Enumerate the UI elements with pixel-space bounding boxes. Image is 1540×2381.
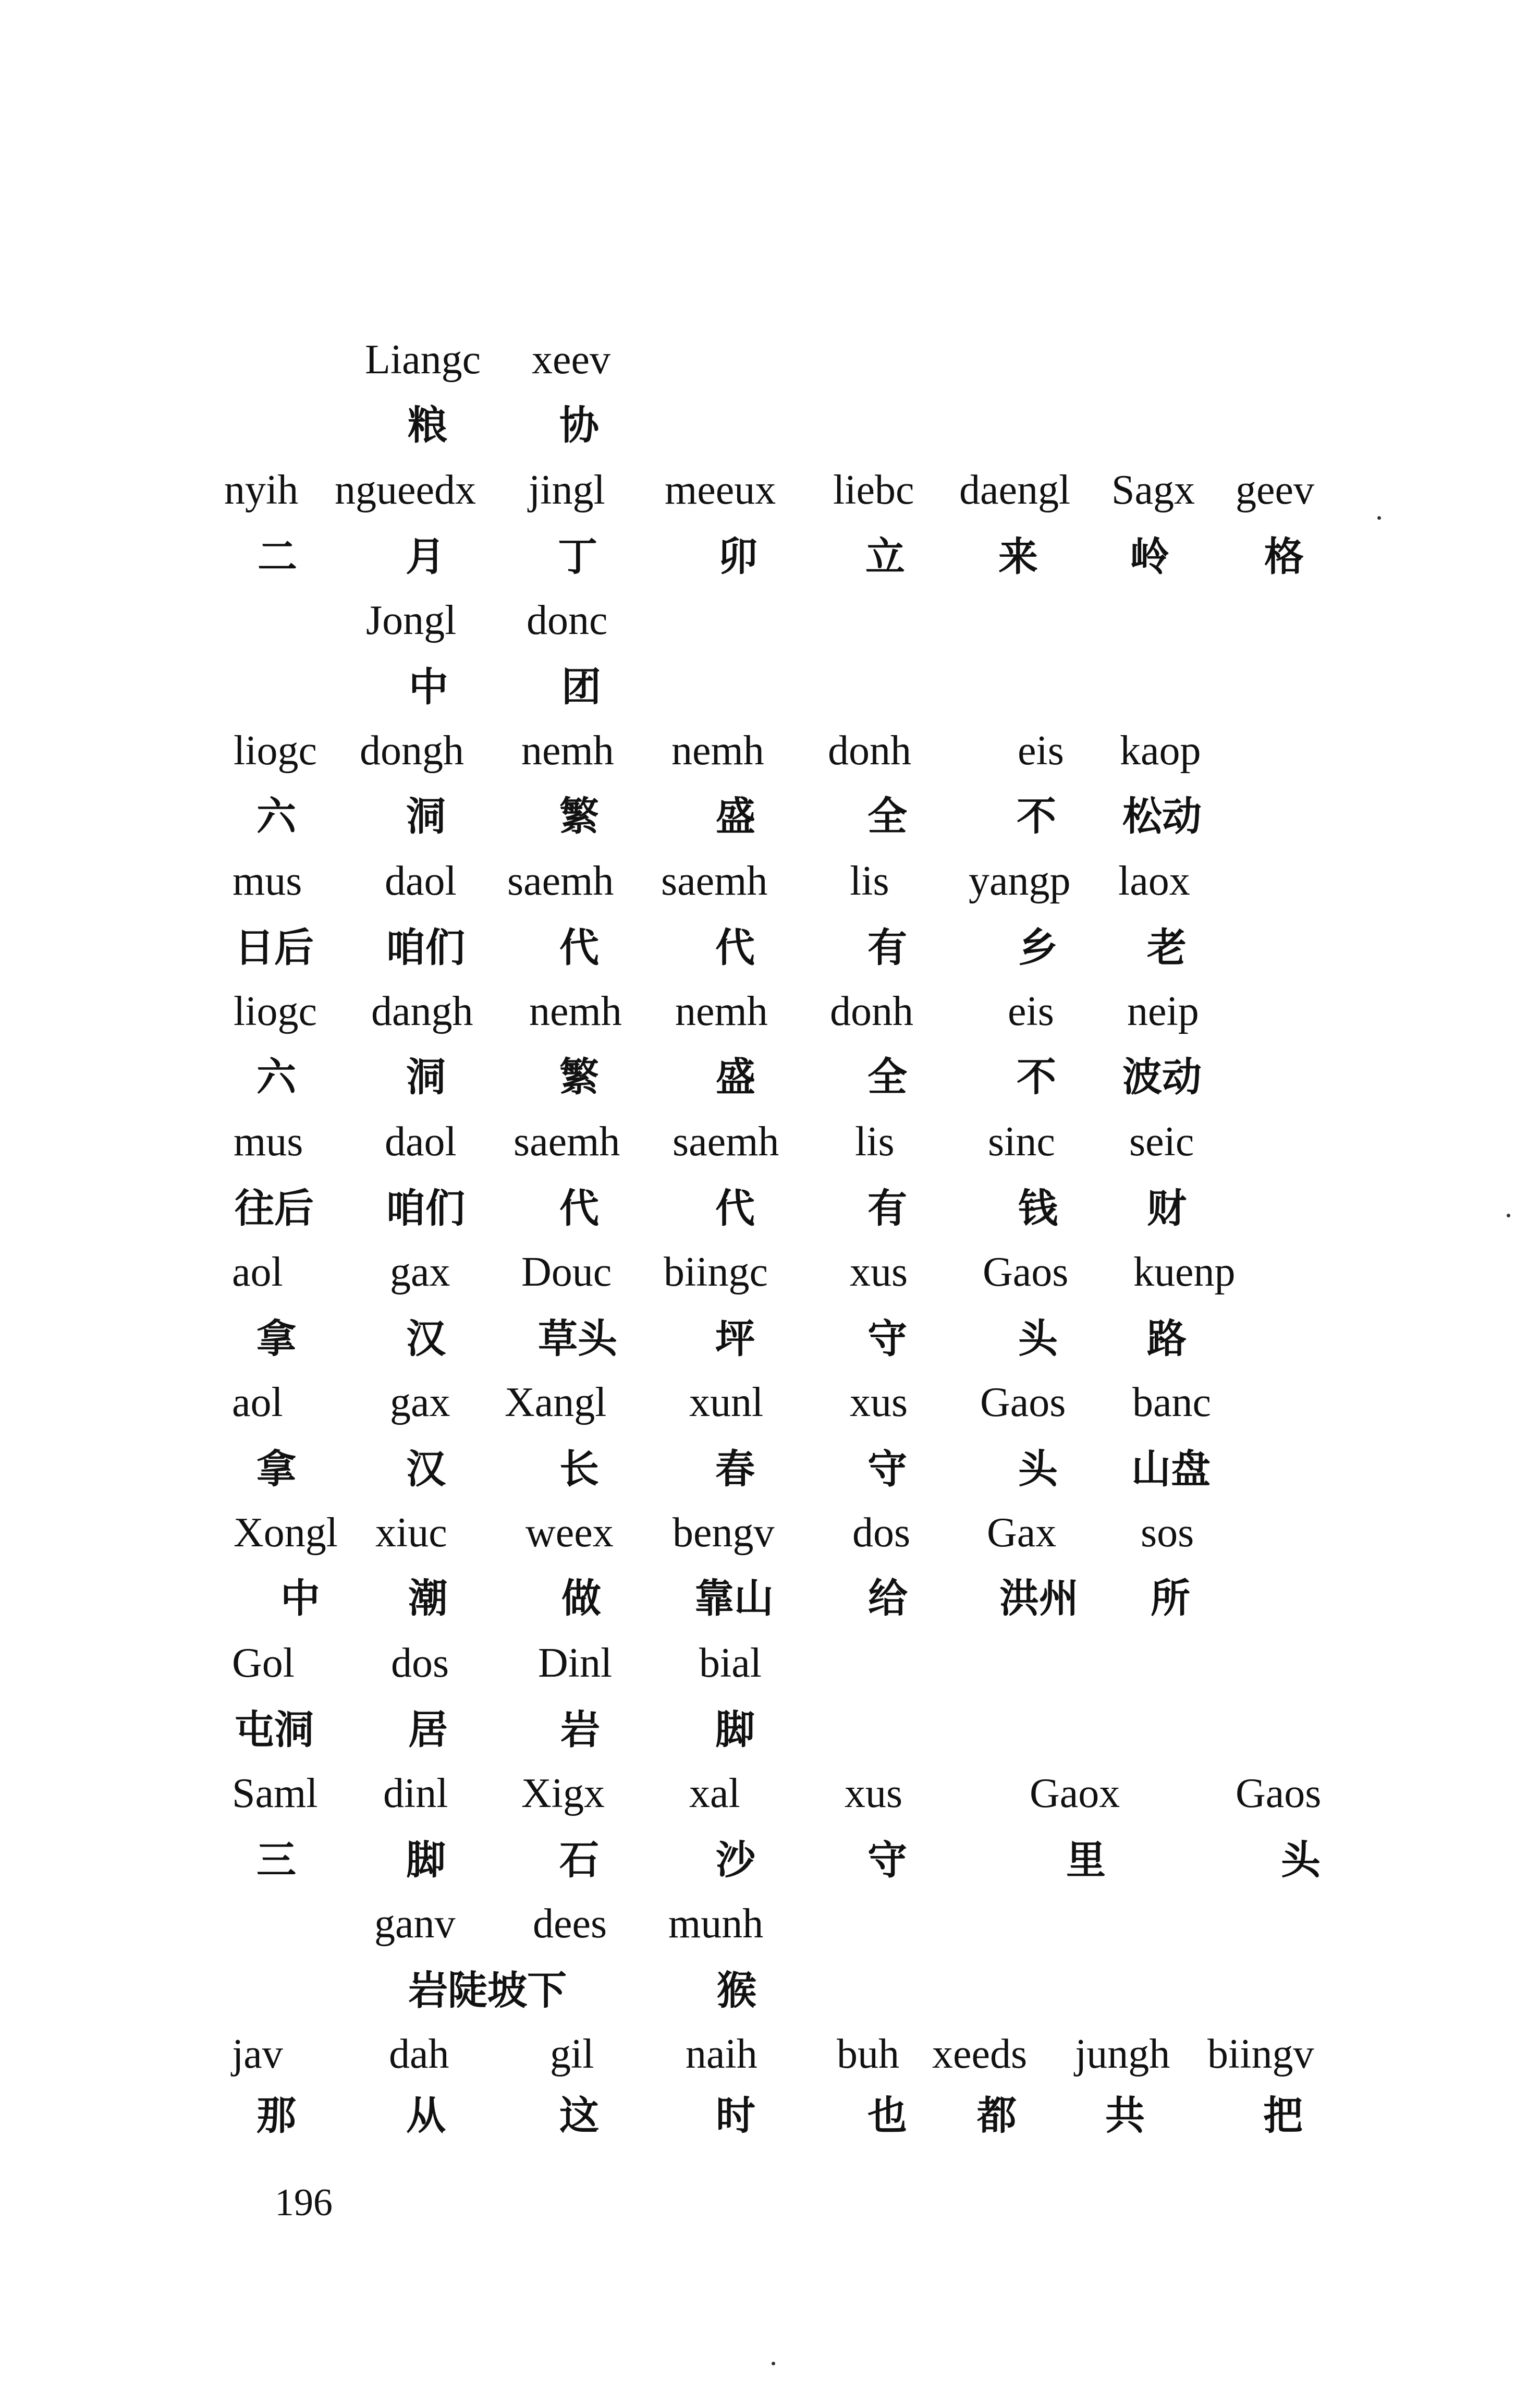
chinese-gloss: 卯: [718, 533, 757, 580]
chinese-gloss: 中: [280, 1575, 320, 1621]
chinese-gloss: 脚: [715, 1706, 755, 1753]
romanized-word: Xigx: [521, 1771, 605, 1816]
chinese-gloss: 给: [868, 1575, 908, 1621]
chinese-gloss: 咱们: [386, 1185, 465, 1231]
chinese-gloss: 守: [867, 1315, 907, 1362]
chinese-gloss: 坪: [715, 1315, 755, 1362]
chinese-gloss: 山盘: [1131, 1446, 1211, 1492]
romanized-word: dangh: [371, 988, 473, 1034]
chinese-gloss: 居: [408, 1706, 448, 1753]
chinese-gloss: 从: [406, 2092, 446, 2139]
romanized-word: kaop: [1120, 728, 1201, 774]
romanized-word: sinc: [988, 1119, 1055, 1165]
romanized-word: donc: [527, 597, 608, 643]
romanized-word: dos: [852, 1510, 911, 1556]
romanized-word: mus: [233, 858, 302, 904]
chinese-gloss: 里: [1066, 1837, 1106, 1883]
romanized-word: daol: [385, 858, 457, 904]
romanized-word: jingl: [529, 467, 605, 513]
chinese-gloss: 时: [716, 2092, 755, 2139]
romanized-word: Gaox: [1030, 1771, 1120, 1816]
romanized-word: donh: [830, 988, 913, 1034]
chinese-gloss: 来: [998, 533, 1038, 580]
chinese-gloss: 松动: [1122, 793, 1202, 839]
romanized-word: saemh: [661, 858, 768, 904]
romanized-word: Jongl: [366, 597, 457, 643]
romanized-word: Gaos: [1236, 1771, 1322, 1816]
chinese-gloss: 团: [561, 664, 601, 710]
scan-speck: [1377, 516, 1381, 520]
chinese-gloss: 月: [406, 533, 445, 580]
romanized-word: xeeds: [932, 2031, 1028, 2077]
chinese-gloss: 全: [867, 1054, 907, 1100]
romanized-word: biingv: [1207, 2031, 1314, 2077]
romanized-word: Douc: [521, 1249, 612, 1295]
chinese-gloss: 猴: [717, 1967, 756, 2013]
romanized-word: saemh: [673, 1119, 779, 1165]
romanized-word: nyih: [224, 467, 299, 513]
chinese-gloss: 这: [559, 2092, 599, 2139]
chinese-gloss: 草头: [538, 1315, 617, 1362]
chinese-gloss: 中: [409, 664, 448, 710]
chinese-gloss: 潮: [408, 1575, 448, 1621]
chinese-gloss: 老: [1147, 924, 1187, 971]
romanized-word: liebc: [833, 467, 914, 513]
chinese-gloss: 盛: [716, 793, 755, 839]
romanized-word: gax: [390, 1379, 450, 1425]
chinese-gloss: 洞: [406, 793, 446, 839]
romanized-word: munh: [668, 1901, 764, 1947]
chinese-gloss: 也: [867, 2092, 907, 2139]
chinese-gloss: 拿: [256, 1446, 296, 1492]
romanized-word: Xongl: [234, 1510, 338, 1556]
romanized-word: xeev: [532, 337, 611, 383]
chinese-gloss: 繁: [559, 1054, 599, 1100]
romanized-word: naih: [686, 2031, 757, 2077]
romanized-word: sos: [1141, 1510, 1194, 1556]
chinese-gloss: 共: [1105, 2092, 1145, 2139]
chinese-gloss: 往后: [235, 1185, 314, 1231]
romanized-word: Liangc: [365, 337, 481, 383]
chinese-gloss: 岩: [560, 1706, 600, 1753]
romanized-word: xus: [850, 1249, 908, 1295]
romanized-word: dongh: [360, 728, 464, 774]
chinese-gloss: 代: [559, 924, 599, 971]
chinese-gloss: 六: [256, 793, 296, 839]
chinese-gloss: 头: [1018, 1446, 1058, 1492]
romanized-word: dos: [391, 1640, 449, 1686]
romanized-word: buh: [837, 2031, 899, 2077]
chinese-gloss: 洞: [406, 1054, 446, 1100]
romanized-word: saemh: [514, 1119, 620, 1165]
chinese-gloss: 咱们: [386, 924, 465, 971]
romanized-word: bengv: [673, 1510, 775, 1556]
romanized-word: ngueedx: [335, 467, 476, 513]
chinese-gloss: 汉: [406, 1446, 446, 1492]
chinese-gloss: 日后: [235, 924, 314, 971]
chinese-gloss: 波动: [1122, 1054, 1202, 1100]
romanized-word: Saml: [232, 1771, 318, 1816]
chinese-gloss: 三: [256, 1837, 296, 1883]
romanized-word: nemh: [675, 988, 768, 1034]
chinese-gloss: 钱: [1018, 1185, 1058, 1231]
chinese-gloss: 石: [559, 1837, 599, 1883]
romanized-word: kuenp: [1133, 1249, 1236, 1295]
romanized-word: nemh: [529, 988, 622, 1034]
romanized-word: aol: [232, 1379, 283, 1425]
romanized-word: xus: [845, 1771, 903, 1816]
romanized-word: lis: [855, 1119, 895, 1165]
chinese-gloss: 粮: [408, 402, 447, 448]
page-number: 196: [275, 2181, 333, 2224]
chinese-gloss: 靠山: [694, 1575, 774, 1621]
romanized-word: jav: [232, 2031, 283, 2077]
chinese-gloss: 不: [1017, 1054, 1056, 1100]
romanized-word: liogc: [234, 728, 317, 774]
romanized-word: Xangl: [505, 1379, 607, 1425]
romanized-word: donh: [828, 728, 911, 774]
chinese-gloss: 屯洞: [235, 1706, 314, 1753]
romanized-word: xiuc: [375, 1510, 447, 1556]
chinese-gloss: 路: [1147, 1315, 1187, 1362]
chinese-gloss: 有: [867, 924, 907, 971]
scan-speck: [772, 2362, 775, 2365]
romanized-word: nemh: [671, 728, 764, 774]
romanized-word: eis: [1008, 988, 1054, 1034]
chinese-gloss: 岩陡坡下: [408, 1967, 567, 2013]
chinese-gloss: 守: [867, 1446, 907, 1492]
chinese-gloss: 财: [1147, 1185, 1187, 1231]
romanized-word: Gaos: [983, 1249, 1069, 1295]
chinese-gloss: 代: [715, 924, 755, 971]
chinese-gloss: 做: [561, 1575, 601, 1621]
chinese-gloss: 协: [559, 402, 599, 448]
romanized-word: yangp: [969, 858, 1071, 904]
romanized-word: dinl: [383, 1771, 448, 1816]
romanized-word: dah: [389, 2031, 449, 2077]
scan-speck: [1507, 1214, 1510, 1217]
chinese-gloss: 有: [867, 1185, 907, 1231]
chinese-gloss: 丁: [558, 533, 597, 580]
romanized-word: liogc: [234, 988, 317, 1034]
romanized-word: xus: [850, 1379, 908, 1425]
romanized-word: neip: [1127, 988, 1199, 1034]
romanized-word: bial: [699, 1640, 762, 1686]
chinese-gloss: 头: [1281, 1837, 1321, 1883]
romanized-word: mus: [234, 1119, 303, 1165]
romanized-word: gax: [390, 1249, 450, 1295]
romanized-word: laox: [1118, 858, 1190, 904]
chinese-gloss: 所: [1151, 1575, 1190, 1621]
romanized-word: xal: [689, 1771, 740, 1816]
romanized-word: daol: [385, 1119, 457, 1165]
chinese-gloss: 汉: [406, 1315, 446, 1362]
chinese-gloss: 格: [1264, 533, 1304, 580]
chinese-gloss: 全: [867, 793, 907, 839]
chinese-gloss: 繁: [559, 793, 599, 839]
romanized-word: weex: [525, 1510, 614, 1556]
romanized-word: Gax: [987, 1510, 1057, 1556]
chinese-gloss: 拿: [256, 1315, 296, 1362]
chinese-gloss: 那: [256, 2092, 296, 2139]
chinese-gloss: 头: [1018, 1315, 1058, 1362]
chinese-gloss: 六: [256, 1054, 296, 1100]
romanized-word: lis: [850, 858, 889, 904]
chinese-gloss: 沙: [716, 1837, 755, 1883]
chinese-gloss: 守: [867, 1837, 907, 1883]
chinese-gloss: 把: [1263, 2092, 1303, 2139]
chinese-gloss: 立: [865, 533, 905, 580]
romanized-word: biingc: [664, 1249, 768, 1295]
chinese-gloss: 乡: [1018, 924, 1058, 971]
romanized-word: aol: [232, 1249, 283, 1295]
chinese-gloss: 岭: [1130, 533, 1169, 580]
romanized-word: nemh: [521, 728, 614, 774]
romanized-word: daengl: [959, 467, 1071, 513]
romanized-word: seic: [1129, 1119, 1194, 1165]
romanized-word: Gol: [232, 1640, 295, 1686]
romanized-word: xunl: [689, 1379, 764, 1425]
chinese-gloss: 代: [559, 1185, 599, 1231]
romanized-word: dees: [533, 1901, 607, 1947]
chinese-gloss: 代: [715, 1185, 755, 1231]
chinese-gloss: 不: [1017, 793, 1056, 839]
chinese-gloss: 脚: [406, 1837, 446, 1883]
romanized-word: Sagx: [1111, 467, 1195, 513]
chinese-gloss: 二: [258, 533, 297, 580]
chinese-gloss: 洪州: [999, 1575, 1079, 1621]
romanized-word: Dinl: [538, 1640, 613, 1686]
romanized-word: saemh: [507, 858, 614, 904]
romanized-word: meeux: [665, 467, 776, 513]
romanized-word: eis: [1018, 728, 1064, 774]
chinese-gloss: 盛: [716, 1054, 755, 1100]
chinese-gloss: 长: [559, 1446, 599, 1492]
romanized-word: jungh: [1075, 2031, 1170, 2077]
chinese-gloss: 都: [977, 2092, 1017, 2139]
romanized-word: Gaos: [980, 1379, 1066, 1425]
romanized-word: geev: [1236, 467, 1315, 513]
romanized-word: banc: [1132, 1379, 1212, 1425]
romanized-word: gil: [550, 2031, 594, 2077]
chinese-gloss: 春: [715, 1446, 755, 1492]
romanized-word: ganv: [374, 1901, 456, 1947]
